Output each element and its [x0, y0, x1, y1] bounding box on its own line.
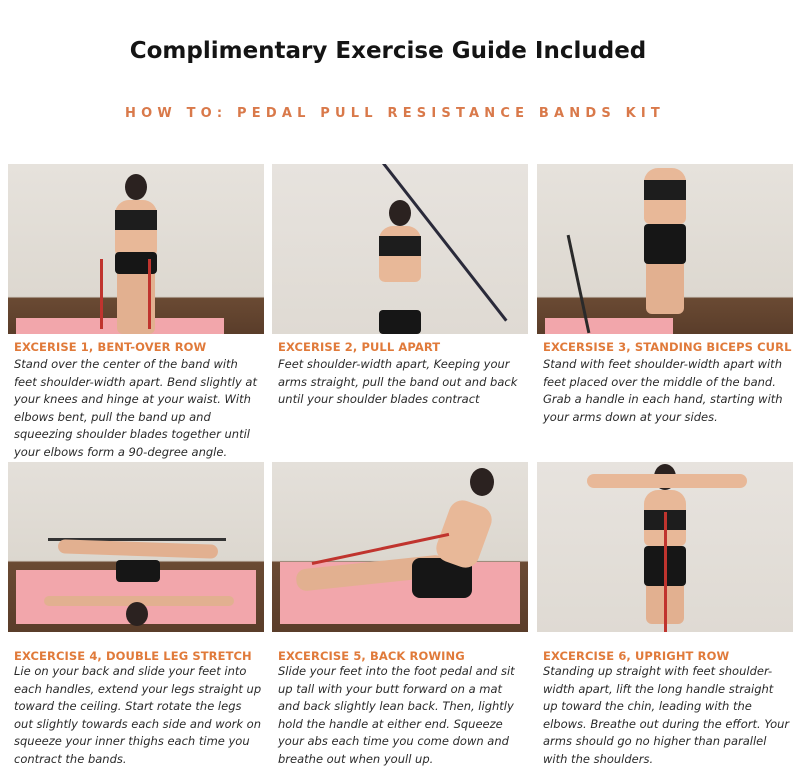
exercise-description: Standing up straight with feet shoulder-width apart, lift the long handle straight up toward the chin, leading with the elbows. Breathe out during the effort. Your arms should go no higher than parallel with the shoulders. — [543, 664, 790, 766]
yoga-mat — [545, 318, 673, 334]
exercise-description: Stand over the center of the band with feet shoulder-width apart. Bend slightly at your knees and hinge at your waist. With elbows bent, pull the band up and squeezing shoulder blades together until your elbows form a 90-degree angle. — [14, 357, 257, 459]
person-figure — [365, 200, 435, 334]
exercise-title: EXCERCISE 6, UPRIGHT ROW — [543, 649, 730, 663]
exercise-title: EXCERCISE 4, DOUBLE LEG STRETCH — [14, 649, 252, 663]
person-figure — [101, 174, 171, 334]
page-subtitle: HOW TO: PEDAL PULL RESISTANCE BANDS KIT — [125, 106, 665, 121]
exercise-photo-back-rowing — [272, 462, 528, 632]
exercise-photo-biceps-curl — [537, 164, 793, 334]
exercise-description: Slide your feet into the foot pedal and sit up tall with your butt forward on a mat and back slightly lean back. Then, lightly hold the handle at either end. Squeeze your abs each time you come down and breathe out when youll up. — [278, 664, 515, 766]
exercise-description: Feet shoulder-width apart, Keeping your arms straight, pull the band out and back until your shoulder blades contract — [278, 357, 518, 406]
person-figure — [630, 164, 700, 314]
exercise-description: Stand with feet shoulder-width apart with feet placed over the middle of the band. Grab a handle in each hand, starting with your arms down at your sides. — [543, 357, 783, 424]
exercise-title: EXCERISE 2, PULL APART — [278, 340, 441, 354]
exercise-photo-upright-row — [537, 462, 793, 632]
exercise-title: EXCERISE 1, BENT-OVER ROW — [14, 340, 207, 354]
exercise-description: Lie on your back and slide your feet into each handles, extend your legs straight up toward the ceiling. Start rotate the legs out slightly towards each side and work on squeeze your inner thighs each time you contract the bands. — [14, 664, 262, 766]
exercise-title: EXCERSISE 3, STANDING BICEPS CURL — [543, 340, 792, 354]
exercise-photo-double-leg-stretch — [8, 462, 264, 632]
page-title: Complimentary Exercise Guide Included — [129, 38, 647, 64]
exercise-title: EXCERCISE 5, BACK ROWING — [278, 649, 465, 663]
exercise-photo-pull-apart — [272, 164, 528, 334]
exercise-photo-bent-over-row — [8, 164, 264, 334]
